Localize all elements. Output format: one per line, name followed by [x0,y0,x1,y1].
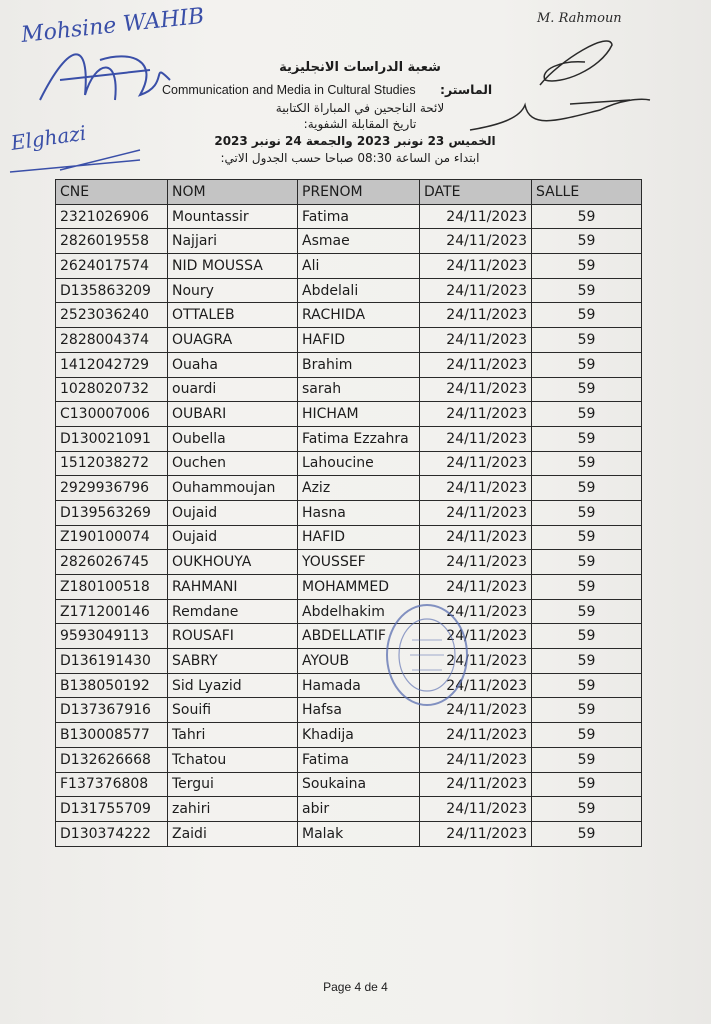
cell-date: 24/11/2023 [420,278,532,303]
cell-cne: D131755709 [56,797,168,822]
cell-nom: Ouchen [168,451,298,476]
oral-date-label: تاريخ المقابلة الشفوية: [303,117,417,131]
cell-nom: OUAGRA [168,328,298,353]
cell-nom: RAHMANI [168,575,298,600]
cell-nom: ROUSAFI [168,624,298,649]
cell-nom: Najjari [168,229,298,254]
cell-date: 24/11/2023 [420,204,532,229]
cell-nom: OUBARI [168,402,298,427]
start-time: ابتداء من الساعة 08:30 صباحا حسب الجدول الاتي: [220,151,480,165]
cell-salle: 59 [532,723,642,748]
table-row [56,698,642,723]
table-row [56,352,642,377]
cell-cne: 2826019558 [56,229,168,254]
cell-date: 24/11/2023 [420,229,532,254]
cell-salle: 59 [532,698,642,723]
cell-nom: Sid Lyazid [168,673,298,698]
cell-salle: 59 [532,673,642,698]
table-row [56,550,642,575]
cell-salle: 59 [532,550,642,575]
table-row [56,278,642,303]
cell-nom: Ouaha [168,352,298,377]
table-row [56,575,642,600]
cell-nom: Tchatou [168,747,298,772]
candidates-table [55,179,642,847]
cell-date: 24/11/2023 [420,821,532,846]
table-row [56,303,642,328]
cell-salle: 59 [532,772,642,797]
cell-cne: 2929936796 [56,476,168,501]
cell-salle: 59 [532,599,642,624]
cell-cne: D137367916 [56,698,168,723]
cell-prenom: RACHIDA [298,303,420,328]
table-row [56,451,642,476]
cell-salle: 59 [532,377,642,402]
cell-salle: 59 [532,229,642,254]
table-row [56,476,642,501]
cell-date: 24/11/2023 [420,649,532,674]
table-row [56,624,642,649]
cell-prenom: Malak [298,821,420,846]
cell-prenom: ABDELLATIF [298,624,420,649]
master-label: الماستر: [440,82,493,97]
table-row [56,649,642,674]
cell-date: 24/11/2023 [420,328,532,353]
cell-cne: 2624017574 [56,254,168,279]
cell-date: 24/11/2023 [420,377,532,402]
col-header-nom: NOM [168,180,298,205]
cell-date: 24/11/2023 [420,797,532,822]
col-header-date: DATE [420,180,532,205]
table-body [56,204,642,846]
col-header-salle: SALLE [532,180,642,205]
cell-nom: zahiri [168,797,298,822]
cell-nom: Souifi [168,698,298,723]
cell-prenom: HAFID [298,525,420,550]
table-row [56,747,642,772]
cell-cne: 9593049113 [56,624,168,649]
cell-cne: D130374222 [56,821,168,846]
cell-cne: 2321026906 [56,204,168,229]
cell-salle: 59 [532,303,642,328]
cell-date: 24/11/2023 [420,723,532,748]
cell-salle: 59 [532,352,642,377]
col-header-prenom: PRENOM [298,180,420,205]
cell-date: 24/11/2023 [420,550,532,575]
cell-prenom: HAFID [298,328,420,353]
cell-salle: 59 [532,575,642,600]
table-row [56,525,642,550]
cell-prenom: Fatima [298,747,420,772]
table-row [56,328,642,353]
cell-date: 24/11/2023 [420,599,532,624]
cell-salle: 59 [532,204,642,229]
cell-date: 24/11/2023 [420,254,532,279]
cell-prenom: Abdelali [298,278,420,303]
cell-prenom: Soukaina [298,772,420,797]
cell-nom: Oujaid [168,525,298,550]
cell-cne: 2523036240 [56,303,168,328]
cell-date: 24/11/2023 [420,303,532,328]
signature-left-initials: Elghazi [9,120,88,155]
cell-nom: Tahri [168,723,298,748]
cell-date: 24/11/2023 [420,476,532,501]
table-row [56,402,642,427]
cell-nom: OTTALEB [168,303,298,328]
cell-prenom: Aziz [298,476,420,501]
cell-prenom: Hasna [298,500,420,525]
cell-salle: 59 [532,797,642,822]
department-title: شعبة الدراسات الانجليزية [279,60,441,75]
signature-top-right: M. Rahmoun [537,11,622,26]
cell-cne: 1412042729 [56,352,168,377]
cell-nom: Noury [168,278,298,303]
cell-prenom: Fatima [298,204,420,229]
cell-salle: 59 [532,254,642,279]
signature-top-left: Mohsine WAHIB [20,3,206,48]
col-header-cne: CNE [56,180,168,205]
cell-cne: D130021091 [56,426,168,451]
cell-nom: Ouhammoujan [168,476,298,501]
table-row [56,673,642,698]
cell-prenom: Asmae [298,229,420,254]
table-row [56,500,642,525]
cell-cne: F137376808 [56,772,168,797]
table-row [56,723,642,748]
table-row [56,772,642,797]
cell-prenom: HICHAM [298,402,420,427]
cell-salle: 59 [532,426,642,451]
cell-prenom: Hamada [298,673,420,698]
page-number: Page 4 de 4 [323,980,388,994]
cell-nom: Mountassir [168,204,298,229]
cell-prenom: Abdelhakim [298,599,420,624]
program-name: Communication and Media in Cultural Studies [162,83,416,97]
cell-nom: Tergui [168,772,298,797]
table-row [56,797,642,822]
cell-date: 24/11/2023 [420,525,532,550]
table-row [56,377,642,402]
cell-date: 24/11/2023 [420,500,532,525]
cell-cne: Z180100518 [56,575,168,600]
cell-salle: 59 [532,747,642,772]
cell-date: 24/11/2023 [420,698,532,723]
cell-cne: D139563269 [56,500,168,525]
cell-nom: Oujaid [168,500,298,525]
cell-cne: 2828004374 [56,328,168,353]
cell-salle: 59 [532,278,642,303]
cell-date: 24/11/2023 [420,624,532,649]
cell-cne: 2826026745 [56,550,168,575]
table-row [56,229,642,254]
cell-nom: Remdane [168,599,298,624]
list-title: لائحة الناجحين في المباراة الكتابية [275,101,445,115]
cell-date: 24/11/2023 [420,426,532,451]
cell-cne: Z171200146 [56,599,168,624]
cell-cne: C130007006 [56,402,168,427]
cell-date: 24/11/2023 [420,747,532,772]
cell-cne: 1028020732 [56,377,168,402]
table-row [56,254,642,279]
cell-nom: Zaidi [168,821,298,846]
cell-salle: 59 [532,649,642,674]
handwritten-signatures [0,0,711,200]
cell-cne: B138050192 [56,673,168,698]
cell-prenom: Khadija [298,723,420,748]
cell-date: 24/11/2023 [420,402,532,427]
cell-prenom: Fatima Ezzahra [298,426,420,451]
cell-salle: 59 [532,525,642,550]
cell-cne: D132626668 [56,747,168,772]
cell-cne: Z190100074 [56,525,168,550]
cell-prenom: AYOUB [298,649,420,674]
cell-prenom: Lahoucine [298,451,420,476]
cell-prenom: sarah [298,377,420,402]
cell-nom: NID MOUSSA [168,254,298,279]
cell-date: 24/11/2023 [420,673,532,698]
table-row [56,426,642,451]
table-header-row [56,180,642,205]
cell-nom: ouardi [168,377,298,402]
cell-date: 24/11/2023 [420,772,532,797]
cell-cne: 1512038272 [56,451,168,476]
interview-days: الخميس 23 نونبر 2023 والجمعة 24 نونبر 2023 [214,134,496,148]
cell-date: 24/11/2023 [420,451,532,476]
table-row [56,204,642,229]
cell-cne: B130008577 [56,723,168,748]
cell-salle: 59 [532,624,642,649]
cell-date: 24/11/2023 [420,575,532,600]
cell-salle: 59 [532,402,642,427]
cell-salle: 59 [532,500,642,525]
table-row [56,599,642,624]
cell-salle: 59 [532,821,642,846]
cell-prenom: Hafsa [298,698,420,723]
cell-cne: D135863209 [56,278,168,303]
cell-nom: OUKHOUYA [168,550,298,575]
cell-prenom: abir [298,797,420,822]
cell-prenom: MOHAMMED [298,575,420,600]
cell-nom: Oubella [168,426,298,451]
cell-salle: 59 [532,328,642,353]
cell-nom: SABRY [168,649,298,674]
cell-cne: D136191430 [56,649,168,674]
cell-salle: 59 [532,476,642,501]
cell-date: 24/11/2023 [420,352,532,377]
cell-prenom: Brahim [298,352,420,377]
cell-prenom: YOUSSEF [298,550,420,575]
cell-prenom: Ali [298,254,420,279]
cell-salle: 59 [532,451,642,476]
table-row [56,821,642,846]
